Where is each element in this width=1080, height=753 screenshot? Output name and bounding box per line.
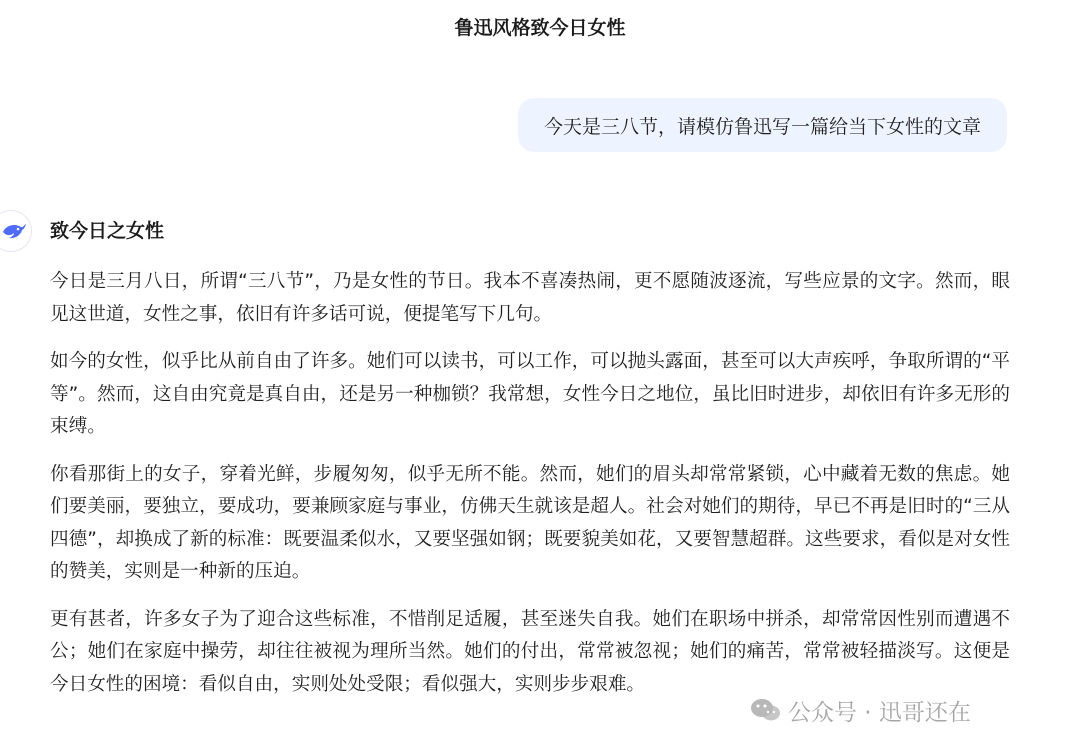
- answer-title: 致今日之女性: [50, 220, 165, 242]
- user-message-bubble: 今天是三八节，请模仿鲁迅写一篇给当下女性的文章: [518, 98, 1007, 152]
- assistant-avatar: [0, 210, 32, 252]
- whale-logo-icon: [1, 219, 27, 243]
- watermark-text: 公众号 · 迅哥还在: [788, 699, 971, 726]
- answer-paragraph: 今日是三月八日，所谓“三八节”，乃是女性的节日。我本不喜凑热闹，更不愿随波逐流，写些应景的文字。然而，眼见这世道，女性之事，依旧有许多话可说，便提笔写下几句。: [50, 271, 1010, 325]
- answer-paragraph: 更有甚者，许多女子为了迎合这些标准，不惜削足适履，甚至迷失自我。她们在职场中拼杀，却常常因性别而遭遇不公；她们在家庭中操劳，却往往被视为理所当然。她们的付出，常常被忽视；她们的痛苦，常常被轻描淡写。这便是今日女性的困境：看似自由，实则处处受限；看似强大，实则步步艰难。: [50, 608, 1010, 695]
- chat-title: 鲁迅风格致今日女性: [454, 17, 626, 39]
- answer-paragraph: 你看那街上的女子，穿着光鲜，步履匆匆，似乎无所不能。然而，她们的眉头却常常紧锁，心中藏着无数的焦虑。她们要美丽，要独立，要成功，要兼顾家庭与事业，仿佛天生就该是超人。社会对她们的期待，早已不再是旧时的“三从四德”，却换成了新的标准：既要温柔似水，又要坚强如钢；既要貌美如花，又要智慧超群。这些要求，看似是对女性的赞美，实则是一种新的压迫。: [50, 463, 1010, 582]
- answer-paragraph: 如今的女性，似乎比从前自由了许多。她们可以读书，可以工作，可以抛头露面，甚至可以大声疾呼，争取所谓的“平等”。然而，这自由究竟是真自由，还是另一种枷锁？我常想，女性今日之地位，虽比旧时进步，却依旧有许多无形的束缚。: [50, 351, 1010, 437]
- assistant-answer: [50, 216, 1010, 716]
